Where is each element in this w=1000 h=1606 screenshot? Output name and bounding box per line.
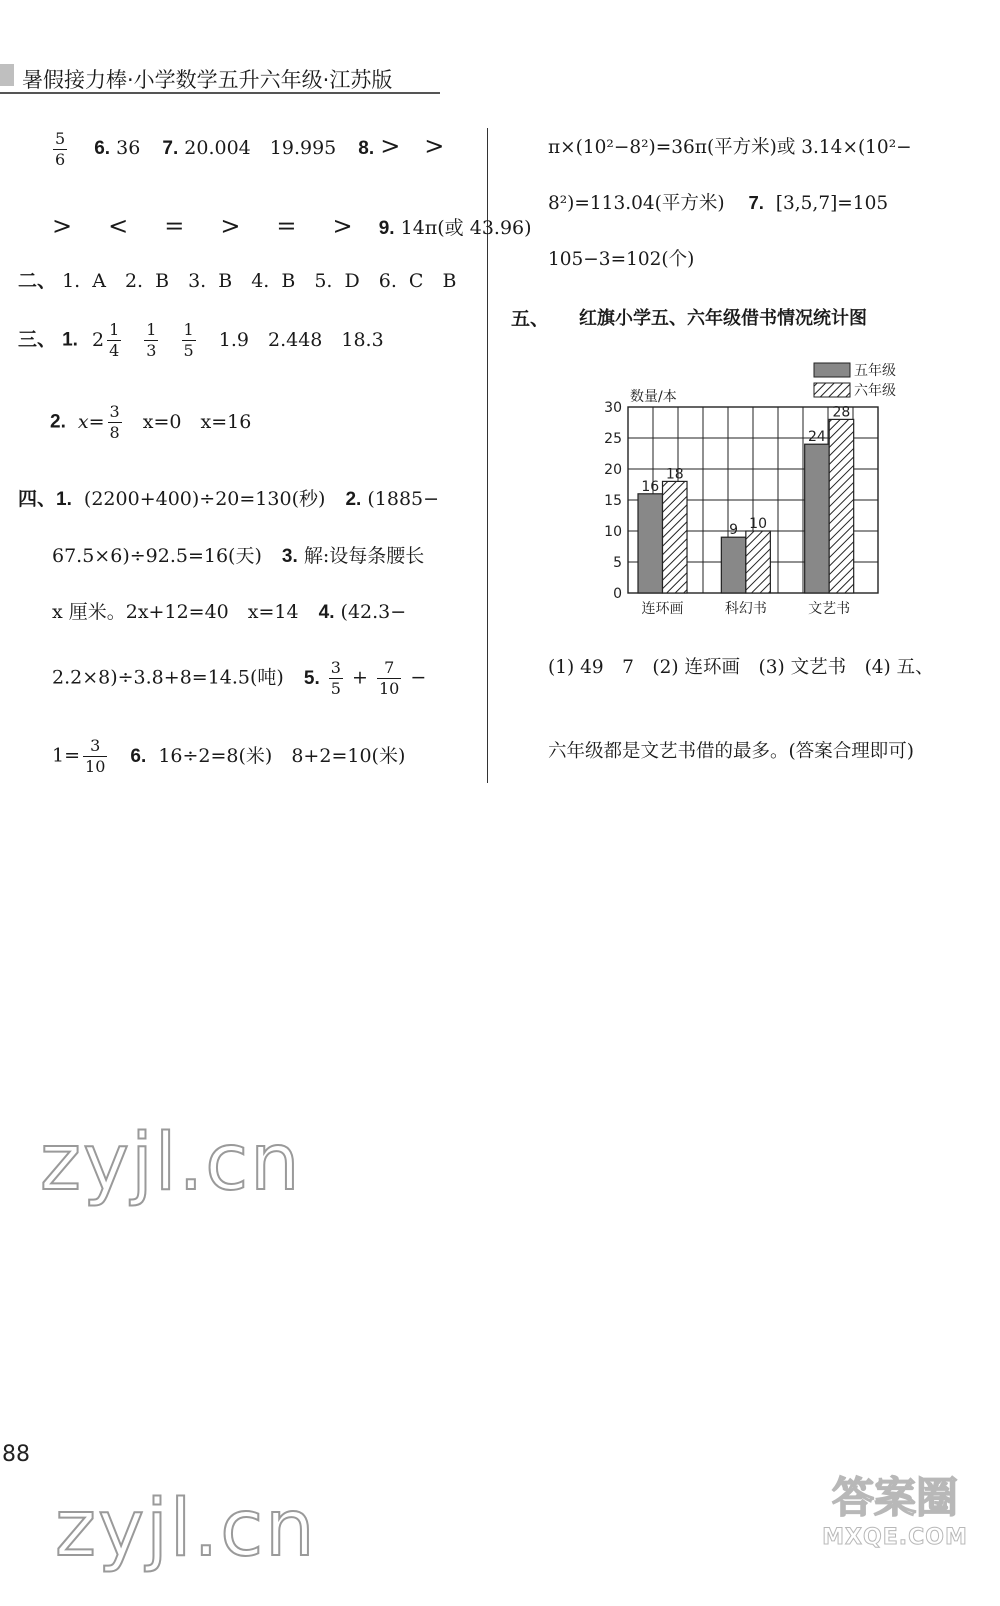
item-number: 7. (748, 192, 764, 213)
section-label: 二、 (18, 271, 57, 292)
fraction: $\frac{7}{10}$ (379, 658, 400, 698)
x-category-label: 科幻书 (724, 601, 767, 617)
right-line-3: 105−3=102(个) (548, 249, 695, 270)
y-axis-label: 数量/本 (630, 389, 677, 405)
left-line-1 (50, 126, 444, 168)
watermark-text: zyjl.cn (55, 1484, 317, 1574)
y-tick-label: 15 (604, 493, 622, 509)
header-mark (0, 64, 14, 86)
item-number: 5. (303, 667, 320, 689)
header-title: 暑假接力棒·小学数学五升六年级·江苏版 (22, 68, 393, 92)
left-line-8 (52, 597, 406, 624)
bar-grade6 (663, 481, 688, 593)
y-tick-label: 20 (604, 462, 622, 478)
item-number: 2. (50, 411, 66, 433)
answer-text: 14π(或 43.96) (400, 217, 532, 239)
item-number: 2. (345, 489, 362, 510)
bar-value-label: 24 (808, 429, 826, 446)
chart-answers-line-1: (1) 49 7 (2) 连环画 (3) 文艺书 (4) 五、 (548, 657, 934, 678)
left-line-3 (18, 266, 456, 293)
item-number: 7. (162, 138, 179, 159)
answer-text: [3,5,7]=105 (775, 193, 889, 214)
item-number: 1. (62, 329, 78, 351)
fraction: $\frac{3}{5}$ (330, 658, 341, 698)
x-category-label: 文艺书 (808, 601, 851, 617)
fraction: $\frac{5}{6}$ (55, 128, 66, 169)
item-number: 3. (281, 546, 298, 567)
y-tick-label: 5 (613, 555, 622, 571)
answer-text: x=0 x=16 (142, 410, 252, 433)
answer-text: (42.3− (340, 601, 407, 623)
left-line-7 (52, 541, 424, 568)
item-number: 8. (358, 138, 375, 159)
answer-text: 8²)=113.04(平方米) (548, 193, 725, 214)
answer-text: > < = > = > (52, 212, 359, 240)
y-tick-label: 10 (604, 524, 622, 540)
operator: − (410, 666, 427, 689)
left-line-2 (52, 206, 532, 241)
bar-grade6 (746, 531, 771, 593)
answer-text: 1= (52, 744, 81, 767)
answer-text: 1. A 2. B 3. B 4. B 5. D 6. C B (62, 270, 457, 292)
answer-text: 2 (91, 328, 105, 351)
right-line-2 (548, 189, 888, 215)
section-label: 三、 (18, 329, 57, 351)
bar-value-label: 18 (665, 466, 684, 483)
item-number: 9. (378, 218, 395, 239)
left-line-6 (18, 484, 439, 511)
answer-text: > > (380, 132, 445, 160)
bar-grade6 (829, 419, 854, 593)
bar-grade5 (638, 494, 663, 593)
answer-text: 1.9 2.448 18.3 (218, 328, 384, 351)
chart-bars (638, 419, 854, 593)
chart-answers-line-2: 六年级都是文艺书借的最多。(答案合理即可) (548, 741, 914, 762)
fraction: $\frac{1}{3}$ (146, 320, 157, 360)
section-label: 五、 (511, 309, 550, 330)
logo-text-cn: 答案圈 (831, 1473, 958, 1522)
y-tick-label: 25 (604, 431, 622, 447)
bar-chart (590, 355, 930, 625)
left-line-9 (52, 660, 426, 697)
answer-text: 67.5×6)÷92.5=16(天) (52, 545, 262, 567)
fraction: $\frac{3}{10}$ (85, 736, 106, 776)
chart-legend (814, 362, 896, 399)
fraction: $\frac{1}{5}$ (183, 320, 194, 360)
legend-swatch-grade6 (814, 383, 850, 397)
answer-text: 16÷2=8(米) 8+2=10(米) (158, 744, 406, 767)
section-label: 四、 (18, 489, 57, 510)
answer-text: 解:设每条腰长 (303, 545, 425, 567)
bar-value-label: 16 (641, 478, 660, 495)
bar-value-label: 9 (729, 522, 739, 539)
chart-title: 红旗小学五、六年级借书情况统计图 (579, 308, 867, 328)
answer-text: (2200+400)÷20=130(秒) (83, 488, 326, 510)
item-number: 6. (94, 138, 111, 159)
answer-text: 2.2×8)÷3.8+8=14.5(吨) (52, 666, 284, 689)
legend-label-grade6: 六年级 (854, 383, 896, 399)
right-line-1: π×(10²−8²)=36π(平方米)或 3.14×(10²− (548, 137, 912, 158)
left-line-4 (18, 322, 384, 359)
item-number: 1. (56, 489, 72, 510)
y-tick-label: 0 (613, 586, 622, 602)
answer-text: x 厘米。2x+12=40 x=14 (52, 601, 299, 623)
left-line-10 (52, 738, 405, 775)
bar-grade5 (805, 444, 830, 593)
left-line-5 (50, 404, 251, 441)
watermark-text: zyjl.cn (40, 1118, 302, 1208)
page-number: 88 (2, 1442, 30, 1467)
answer-text: (1885− (367, 488, 440, 510)
item-number: 6. (130, 745, 147, 767)
fraction: $\frac{3}{8}$ (109, 402, 120, 442)
answer-text: 36 (116, 137, 141, 159)
legend-swatch-grade5 (814, 363, 850, 377)
answer-text: x= (77, 410, 105, 433)
corner-logo (820, 1465, 970, 1595)
item-number: 4. (318, 602, 335, 623)
header-rule (0, 92, 440, 94)
bar-value-label: 28 (832, 404, 851, 421)
y-tick-label: 30 (604, 400, 622, 416)
x-category-label: 连环画 (641, 601, 684, 617)
logo-text-en: MXQE.COM (822, 1525, 968, 1550)
bar-grade5 (721, 537, 746, 593)
bar-value-label: 10 (749, 516, 768, 532)
fraction: $\frac{1}{4}$ (109, 320, 120, 360)
operator: + (352, 666, 368, 689)
legend-label-grade5: 五年级 (854, 363, 896, 379)
answer-text: 20.004 19.995 (184, 137, 337, 159)
